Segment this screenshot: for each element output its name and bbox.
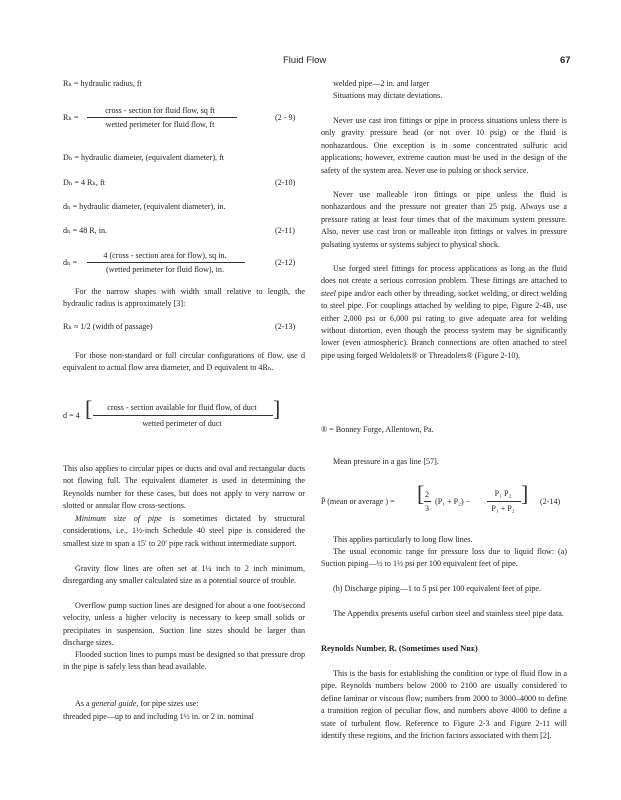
paragraph-appendix: The Appendix presents useful carbon steel and stainless steel pipe data. (333, 609, 564, 618)
paragraph-never-cast-iron: Never use cast iron fittings or pipe in process situations unless there is only gravity pressure head (or not over 10 psig) or the fluid is nonhazardous. One exception is in some concentrated sulfuric acid applications; however, extreme caution must be used in the design of the safety of the system area. Never use in pulsing or shock service. (321, 116, 567, 175)
eq29-number: (2 - 9) (275, 113, 296, 122)
paragraph-minimum-size: Minimum size of pipe is sometimes dictated by structural considerations, i.e., 1½-inch Schedule 40 steel pipe is considered the smallest size to span a 15′ to 20′ pipe rack without intermediate support. (63, 514, 305, 548)
running-header-title: Fluid Flow (283, 55, 327, 66)
paragraph-gravity-flow: Gravity flow lines are often set at 1¼ inch to 2 inch minimum, disregarding any smaller calculated size as a potential source of trouble. (63, 564, 305, 586)
eq29-numerator: cross - section for fluid flow, sq ft (105, 106, 215, 115)
footnote-bonney-forge: ® = Bonney Forge, Allentown, Pa. (321, 425, 434, 434)
applies-line: This applies particularly to long flow lines. (333, 535, 473, 544)
welded-pipe-line: welded pipe—2 in. and larger (333, 79, 430, 88)
eq29-denominator: wetted perimeter for fluid flow, ft (105, 120, 215, 129)
rh-definition: Rₕ = hydraulic radius, ft (63, 79, 142, 88)
paragraph-also-applies: This also applies to circular pipes or ducts and oval and rectangular ducts not flowing full. The equivalent diameter is used in determining the Reynolds number for these cases, but does not apply to very narrow or slotted or annular flow cross-sections. (63, 464, 305, 511)
paragraph-usual-range: The usual economic range for pressure loss due to liquid flow: (a) Suction piping—½ to 1½ psi per 100 equivalent feet of pipe. (321, 547, 567, 569)
paragraph-never-malleable: Never use malleable iron fittings or pipe unless the fluid is nonhazardous and the pressure not greater than 25 psig. Always use a pressure rating at least four times that of the maximum system pressure. Also, never use cast iron or malleable iron fittings or valves in pressure pulsating systems or systems subject to physical shock. (321, 190, 567, 249)
right-column: welded pipe—2 in. and larger Situations may dictate deviations. Never use cast iron fittings or pipe in process situations unless there is only gravity pressure head (or not over 10 psig) or the fluid is nonhazardous. One exception is in some concentrated sulfuric acid applications; however, extreme caution must be used in the design of the safety of the system area. Never use in pulsing or shock service. Never use malleable iron fittings or pipe unless the fluid is nonhazardous and the pressure not greater than 25 psig. Always use a pressure rating at least four times that of the maximum system pressure. Also, never use cast iron or malleable iron fittings or valves in pressure pulsating systems or systems subject to physical shock. Use forged steel fittings for process applications as long as the fluid does not create a serious corrosion problem. These fittings are attached to steel pipe and/or each other by threading, socket welding, or direct welding to steel pipe. For couplings attached by welding to pipe, Figure 2-4B, use either 2,000 psi or 6,000 psi rating to give adequate area for welding without distortion, even though the process system may be significantly lower (even atmospheric). Branch connections are often attached to steel pipe using forged Weldolets® or Threadolets® (Figure 2-10). ® = Bonney Forge, Allentown, Pa. Mean pressure in a gas line [57]. P̄ (mean or average ) = 2 3 [ (P₁ + P₂) − P₁ P₂ P₁ + P₂ ] (2-14) This applies particularly to long flow lines. The usual economic range for pressure loss due to liquid flow: (a) Suction piping—½ to 1½ psi per 100 equivalent feet of pipe. (b) Discharge piping—1 to 5 psi per 100 equivalent feet of pipe. The Appendix presents useful carbon steel and stainless steel pipe data. Reynolds Number, Rₑ (Sometimes used Nʀᴇ) This is the basis for establishing the condition or type of fluid flow in a pipe. Reynolds numbers below 2000 to 2100 are usually considered to define laminar or viscous flow; numbers from 2000 to 3000–4000 to define a transition region of peculiar flow, and numbers above 4000 to define a state of turbulent flow. Reference to Figure 2-3 and Figure 2-11 will identify these regions, and the friction factors associated with them [2]. (321, 78, 567, 768)
page-number: 67 (560, 55, 571, 66)
dh-definition: Dₕ = hydraulic diameter, (equivalent diameter), ft (63, 153, 225, 162)
left-column: Rₕ = hydraulic radius, ft Rₕ = cross - section for fluid flow, sq ft wetted perimeter for fluid flow, ft (2 - 9) Dₕ = hydraulic diameter, (equivalent diameter), ft Dₕ = 4 Rₕ, ft (2-10) dₕ = hydraulic diameter, (equivalent diameter), in. dₕ = 48 R, in. (2-11) dₕ = 4 (cross - section area for flow), sq in. (wetted perimeter for fluid flow), in. (2-12) For the narrow shapes with width small relative to length, the hydraulic radius is approximately [3]: Rₕ ≈ 1/2 (width of passage) (2-13) For those non-standard or full circular configurations of flow, use d equivalent to actual flow area diameter, and D equivalent to 4Rₕ. d = 4 [ cross - section available for fluid flow, of duct wetted perimeter of duct ] This also applies to circular pipes or ducts and oval and rectangular ducts not flowing full. The equivalent diameter is used in determining the Reynolds number for these cases, but does not apply to very narrow or slotted or annular flow cross-sections. Minimum size of pipe is sometimes dictated by structural considerations, i.e., 1½-inch Schedule 40 steel pipe is considered the smallest size to span a 15′ to 20′ pipe rack without intermediate support. Gravity flow lines are often set at 1¼ inch to 2 inch minimum, disregarding any smaller calculated size as a potential source of trouble. Overflow pump suction lines are designed for about a one foot/second velocity, unless a higher velocity is necessary to keep small solids or precipitates in suspension. Suction line sizes should be larger than discharge sizes. Flooded suction lines to pumps must be designed so that pressure drop in the pipe is safely less than head available. As a general guide, for pipe sizes use: threaded pipe—up to and including 1½ in. or 2 in. nominal (63, 78, 305, 768)
paragraph-threaded-pipe: threaded pipe—up to and including 1½ in. or 2 in. nominal (63, 712, 254, 721)
paragraph-discharge: (b) Discharge piping—1 to 5 psi per 100 equivalent feet of pipe. (333, 584, 541, 593)
paragraph-non-standard: For those non-standard or full circular configurations of flow, use d equivalent to actual flow area diameter, and D equivalent to 4Rₕ. (63, 351, 305, 373)
paragraph-narrow-shapes: For the narrow shapes with width small relative to length, the hydraulic radius is approximately [3]: (63, 287, 305, 309)
paragraph-flooded-suction: Flooded suction lines to pumps must be designed so that pressure drop in the pipe is safely less than head available. (63, 650, 305, 672)
paragraph-overflow-pump: Overflow pump suction lines are designed for about a one foot/second velocity, unless a higher velocity is necessary to keep small solids or precipitates in suspension. Suction line sizes should be larger than discharge sizes. (63, 601, 305, 648)
mean-pressure-line: Mean pressure in a gas line [57]. (333, 457, 439, 466)
paragraph-reynolds-basis: This is the basis for establishing the condition or type of fluid flow in a pipe. Reynolds numbers below 2000 to 2100 are usually considered to define laminar or viscous flow; numbers from 2000 to 3000–4000 to define a transition region of peculiar flow, and numbers above 4000 to define a state of turbulent flow. Reference to Figure 2-3 and Figure 2-11 will identify these regions, and the friction factors associated with them [2]. (321, 669, 567, 741)
paragraph-forged-steel: Use forged steel fittings for process applications as long as the fluid does not create a serious corrosion problem. These fittings are attached to steel pipe and/or each other by threading, socket welding, or direct welding to steel pipe. For couplings attached by welding to pipe, Figure 2-4B, use either 2,000 psi or 6,000 psi rating to give adequate area for welding without distortion, even though the process system may be significantly lower (even atmospheric). Branch connections are often attached to steel pipe using forged Weldolets® or Threadolets® (Figure 2-10). (321, 264, 567, 360)
paragraph-general-guide: As a general guide, for pipe sizes use: (75, 699, 199, 708)
section-heading-reynolds: Reynolds Number, Rₑ (Sometimes used Nʀᴇ) (321, 644, 478, 653)
dh-inch-definition: dₕ = hydraulic diameter, (equivalent diameter), in. (63, 202, 226, 211)
situations-line: Situations may dictate deviations. (333, 91, 443, 100)
